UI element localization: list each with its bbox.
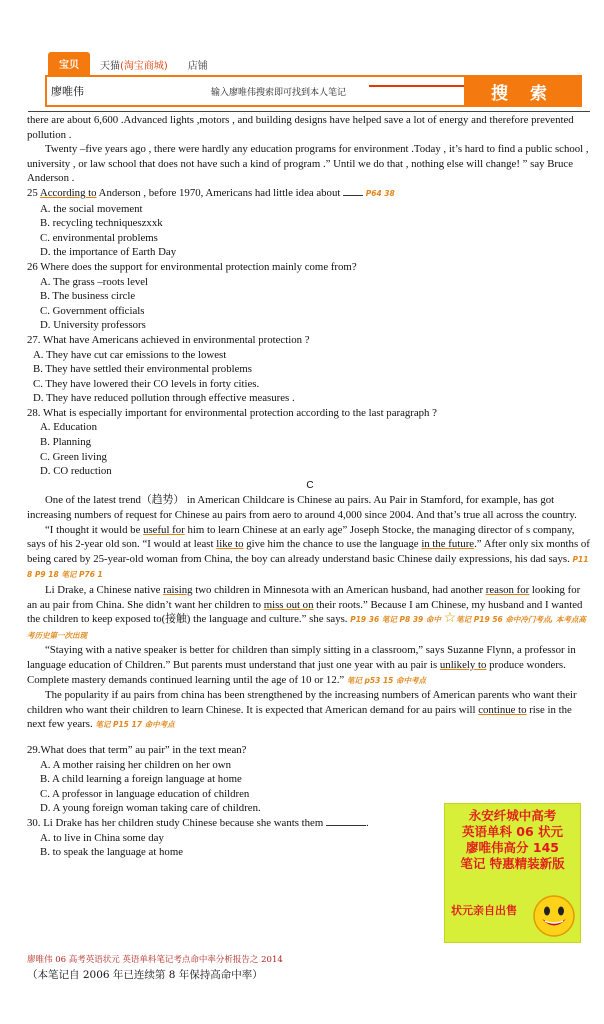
passage-b-p2: Twenty –five years ago , there were hardly any education programs for environment .Today , it’s hard to find a public school , university , or law school that does not have such a kind of program .” Until we do that , nothing else will change! ” say Bruce Anderson . bbox=[27, 143, 589, 185]
footer-report-line: 廖唯伟 06 高考英语状元 英语单科笔记考点命中率分析报告之 2014 bbox=[27, 955, 283, 965]
tab-shop[interactable]: 店铺 bbox=[187, 61, 208, 72]
p5-text-b: rise in the next few years. bbox=[27, 703, 572, 731]
q25-post: Anderson , before 1970, Americans had little idea about bbox=[96, 186, 344, 199]
passage-c-p1: One of the latest trend（趋势） in American Childcare is Chinese au pairs. Au Pair in Stamford, for example, has got increasing numbers of request for Chinese au pairs from aero to around 4,000 since 2004. And that’s true all across the country. bbox=[27, 494, 577, 522]
header-divider bbox=[28, 111, 590, 112]
note-p2-1: P11 8 bbox=[27, 554, 589, 580]
q25-option-a: A. the social movement bbox=[40, 202, 143, 215]
q29-option-c: C. A professor in language education of children bbox=[40, 787, 250, 800]
ad-line-3: 廖唯伟高分 145 bbox=[466, 840, 559, 855]
q27-option-b: B. They have settled their environmental problems bbox=[33, 363, 252, 376]
tab-tmall-sub: (淘宝商城) bbox=[120, 61, 168, 72]
search-hint: 输入廖唯伟搜索即可找到本人笔记 bbox=[211, 87, 347, 98]
tab-baobei[interactable]: 宝贝 bbox=[48, 52, 90, 75]
p4-text-a: “Staying with a native speaker is better for children than simply sitting in a classroom,” says Suzanne Flynn, a professor in language education of Children.” But parents must understand that just one year with au pair is bbox=[27, 644, 576, 671]
q28-option-d: D. CO reduction bbox=[40, 465, 112, 478]
ad-bottom-text: 状元亲自出售 bbox=[451, 904, 517, 917]
note-q25: P64 38 bbox=[365, 188, 395, 198]
question-27: 27. What have Americans achieved in environmental protection ? bbox=[27, 333, 310, 346]
q30-option-a: A. to live in China some day bbox=[40, 831, 164, 844]
note-p3-2: 笔记 P8 39 命中 bbox=[381, 615, 441, 625]
p3-underline-1: raising bbox=[163, 584, 193, 596]
footer-note-line: （本笔记自 2006 年已连续第 8 年保持高命中率） bbox=[27, 969, 263, 981]
p3-text-c: looking for an au pair from China. She didn’t want her children to bbox=[27, 584, 581, 611]
p4-text-b: produce wonders. Complete mastery demands continued learning until the age of 10 or 12.” bbox=[27, 658, 566, 686]
tab-tmall-label: 天猫 bbox=[100, 61, 120, 72]
note-p2-2: P9 18 bbox=[34, 570, 59, 580]
p4-underline-1: unlikely to bbox=[439, 658, 487, 671]
q27-option-a: A. They have cut car emissions to the lowest bbox=[33, 348, 227, 361]
p3-text-a: Li Drake, a Chinese native bbox=[45, 584, 164, 596]
ad-line-4: 笔记 特惠精装新版 bbox=[460, 856, 565, 871]
p2-underline-1: useful for bbox=[143, 523, 185, 536]
p2-text-b: him to learn Chinese at an early age” Joseph Stocke, the managing director of s company, says of his 2-year old son. “I would at least bbox=[27, 523, 575, 551]
search-value: 廖唯伟 bbox=[51, 85, 84, 98]
q27-option-c: C. They have lowered their CO levels in forty cities. bbox=[33, 377, 260, 390]
q28-option-b: B. Planning bbox=[40, 436, 91, 449]
answer-blank bbox=[326, 825, 366, 826]
star-icon: ☆ bbox=[443, 611, 457, 627]
q26-option-c: C. Government officials bbox=[40, 304, 145, 317]
note-p2-3: 笔记 P76 1 bbox=[61, 570, 103, 580]
p2-text-a: “I thought it would be bbox=[45, 523, 144, 536]
passage-b-p1: there are about 6,600 .Advanced lights ,motors , and building designs have helped save a lot of energy and therefore prevented pollution . bbox=[27, 114, 574, 141]
q29-option-d: D. A young foreign woman taking care of children. bbox=[40, 802, 261, 815]
passage-c-p3 bbox=[27, 583, 593, 643]
q27-option-d: D. They have reduced pollution through effective measures . bbox=[33, 392, 295, 405]
document-page bbox=[27, 113, 593, 860]
search-bar bbox=[45, 75, 582, 107]
p3-text-b: two children in Minnesota with an American husband, had another bbox=[192, 584, 486, 596]
p2-underline-2: like to bbox=[216, 538, 244, 551]
p2-underline-3: in the future bbox=[421, 538, 475, 551]
p5-underline-1: continue to bbox=[478, 703, 527, 716]
p2-text-d: .” After only six months of being cared by 25-year-old woman from China, the boy can already understand basic Chinese daily expressions, his dad says. bbox=[27, 538, 590, 565]
note-p5: 笔记 P15 17 命中考点 bbox=[95, 720, 175, 730]
q25-option-b: B. recycling techniqueszxxk bbox=[40, 217, 163, 230]
q29-option-a: A. A mother raising her children on her own bbox=[40, 758, 232, 771]
note-p3-3: 笔记 P19 56 命中冷门考点, 本考点高考历史第一次出现 bbox=[27, 615, 586, 640]
q26-option-b: B. The business circle bbox=[40, 290, 136, 303]
q28-option-c: C. Green living bbox=[40, 450, 107, 463]
q25-option-c: C. environmental problems bbox=[40, 231, 158, 244]
q26-option-d: D. University professors bbox=[40, 319, 146, 332]
q25-pre: 25 bbox=[27, 186, 40, 199]
tab-tmall[interactable] bbox=[90, 54, 178, 75]
p3-underline-3: miss out on bbox=[263, 598, 314, 611]
section-label: C bbox=[306, 479, 314, 491]
question-26: 26 Where does the support for environmental protection mainly come from? bbox=[27, 260, 357, 273]
search-button[interactable]: 搜 索 bbox=[464, 75, 582, 107]
q30-option-b: B. to speak the language at home bbox=[40, 846, 184, 859]
search-tabs bbox=[48, 55, 218, 75]
p3-text-d: their roots.” Because I am Chinese, my husband and I wanted the children to keep exposed to(接触) the language and culture.” she says. bbox=[27, 598, 583, 626]
q25-option-d: D. the importance of Earth Day bbox=[40, 246, 177, 259]
ad-banner[interactable] bbox=[444, 803, 581, 943]
note-p4: 笔记 p53 15 命中考点 bbox=[346, 675, 427, 685]
passage-c-p4 bbox=[27, 643, 593, 688]
ad-line-2: 英语单科 06 状元 bbox=[461, 824, 564, 839]
question-29: 29.What does that term” au pair” in the text mean? bbox=[27, 743, 247, 756]
p5-text-a: The popularity if au pairs from china has been strengthened by the increasing numbers of American parents who want their children who want their children to learn Chinese. It is expected that American demand for au pairs will bbox=[27, 689, 577, 716]
q28-option-a: A. Education bbox=[40, 421, 97, 434]
smiley-icon bbox=[532, 894, 576, 938]
question-25 bbox=[27, 186, 593, 202]
answer-blank bbox=[343, 195, 363, 196]
ad-line-1: 永安纤城中高考 bbox=[468, 808, 557, 823]
p2-text-c: give him the chance to use the language bbox=[243, 538, 422, 551]
note-p3-1: P19 36 bbox=[350, 615, 380, 625]
p3-underline-2: reason for bbox=[485, 584, 530, 596]
q30-stem: 30. Li Drake has her children study Chinese because she wants them bbox=[27, 816, 324, 829]
passage-c-p5 bbox=[27, 688, 593, 733]
passage-c-p2 bbox=[27, 523, 593, 583]
question-28: 28. What is especially important for environmental protection according to the last paragraph ? bbox=[27, 406, 437, 419]
q29-option-b: B. A child learning a foreign language at home bbox=[40, 773, 242, 786]
question-30: 30. Li Drake has her children study Chinese because she wants them . bbox=[27, 816, 369, 829]
q26-option-a: A. The grass –roots level bbox=[40, 275, 149, 288]
q25-underline: According to bbox=[39, 186, 97, 199]
